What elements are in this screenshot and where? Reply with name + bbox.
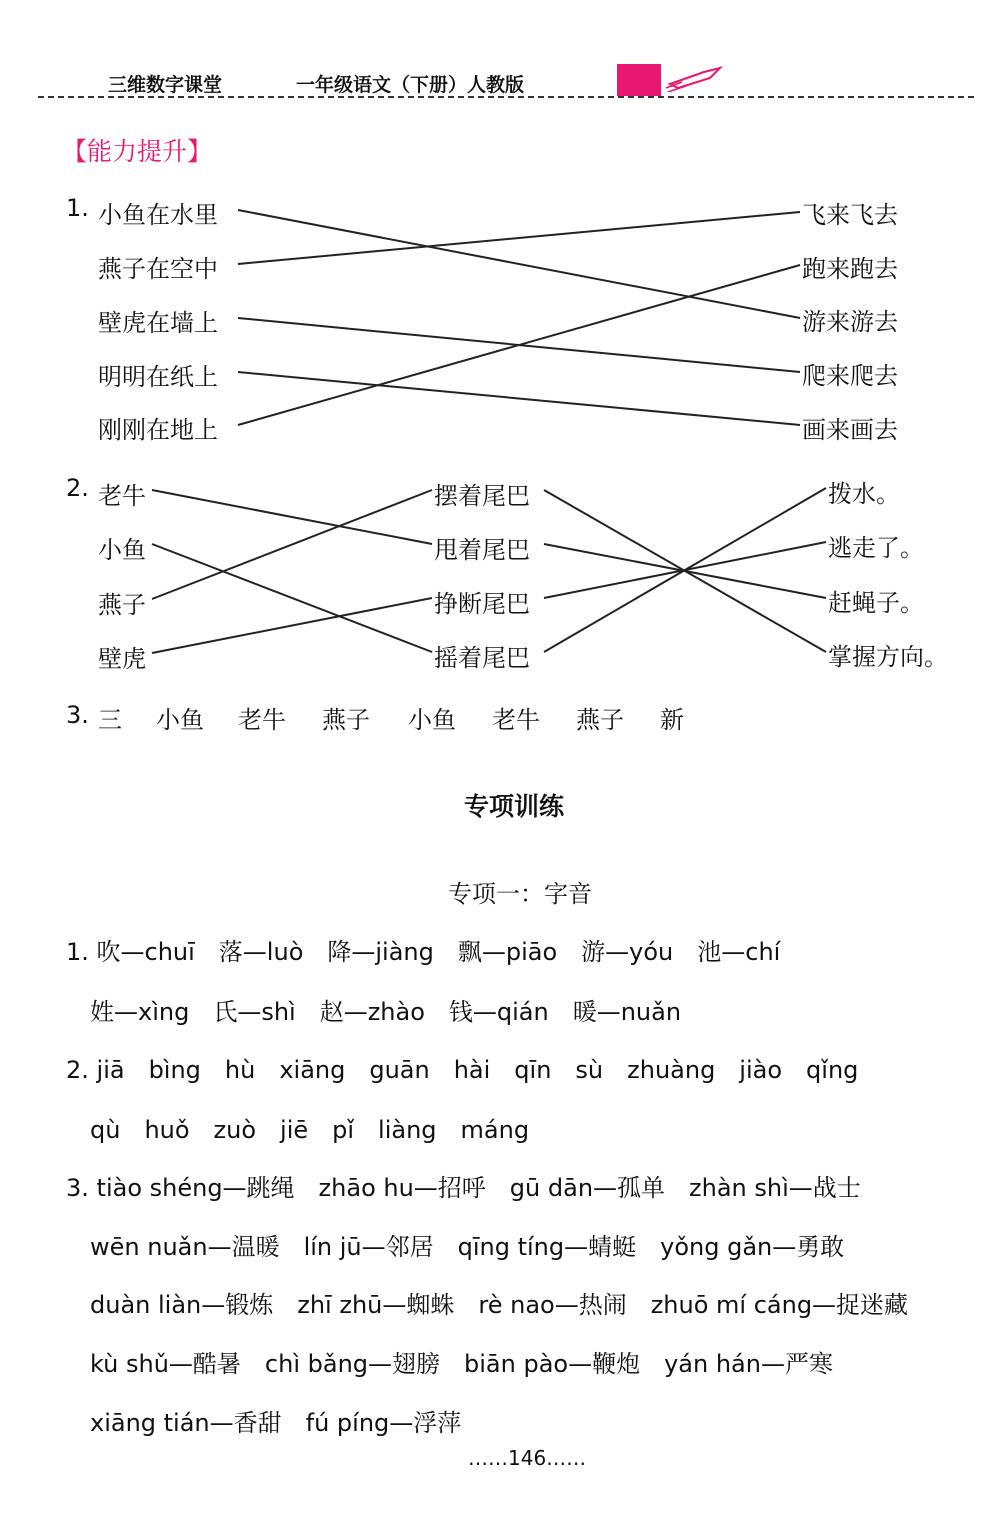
s3-line: xiāng tián—香甜 fú píng—浮萍 [66, 1409, 462, 1437]
q1-left-item: 明明在纸上 [98, 363, 218, 391]
q2-line-a2 [152, 544, 432, 652]
q1-left-item: 壁虎在墙上 [98, 309, 218, 337]
q2-purpose: 拨水。 [828, 480, 900, 508]
q2-purpose: 赶蝇子。 [828, 589, 924, 617]
s2-line: 2. jiā bìng hù xiāng guān hài qīn sù zhuàng jiào qǐng [66, 1056, 859, 1084]
s1-line: 姓—xìng 氏—shì 赵—zhào 钱—qián 暖—nuǎn [66, 998, 682, 1026]
q2-line-a1 [152, 490, 432, 544]
q2-purpose: 逃走了。 [828, 534, 924, 562]
section-title: 【能力提升】 [62, 137, 213, 166]
q2-animal: 小鱼 [98, 536, 146, 564]
s3-line: kù shǔ—酷暑 chì bǎng—翅膀 biān pào—鞭炮 yán hán—严寒 [66, 1350, 833, 1378]
q1-right-item: 跑来跑去 [802, 255, 898, 283]
q3-answer: 小鱼 [156, 706, 204, 734]
q2-animal: 老牛 [98, 482, 146, 510]
q1-left-item: 刚刚在地上 [98, 416, 218, 444]
s2-line: qù huǒ zuò jiē pǐ liàng máng [66, 1116, 530, 1144]
q3-answer: 老牛 [238, 706, 286, 734]
header-book-series: 三维数字课堂 [108, 74, 223, 96]
q1-line-2 [238, 212, 800, 264]
q1-left-item: 小鱼在水里 [98, 201, 218, 229]
q2-tail-action: 摆着尾巴 [434, 482, 530, 510]
q3-answer: 老牛 [492, 706, 540, 734]
q1-left-item: 燕子在空中 [98, 255, 218, 283]
q2-tail-action: 甩着尾巴 [434, 536, 530, 564]
q2-line-a3 [152, 490, 432, 599]
s3-line: 3. tiào shéng—跳绳 zhāo hu—招呼 gū dān—孤单 zhàn shì—战士 [66, 1174, 861, 1202]
q2-animal: 燕子 [98, 591, 146, 619]
q2-line-a4 [152, 598, 432, 653]
q1-line-4 [238, 372, 800, 425]
q3-answer: 燕子 [576, 706, 624, 734]
q3-answer: 新 [660, 706, 684, 734]
q3-answer: 燕子 [322, 706, 370, 734]
q1-right-item: 爬来爬去 [802, 362, 898, 390]
s3-line: wēn nuǎn—温暖 lín jū—邻居 qīng tíng—蜻蜓 yǒng gǎn—勇敢 [66, 1233, 845, 1261]
q2-purpose: 掌握方向。 [828, 643, 948, 671]
header-book-title: 一年级语文（下册）人教版 [296, 74, 525, 96]
q1-number: 1. [66, 194, 89, 222]
page-number: ……146…… [468, 1446, 587, 1470]
q2-tail-action: 摇着尾巴 [434, 644, 530, 672]
q1-line-5 [238, 265, 800, 425]
q1-line-1 [238, 210, 800, 318]
q1-right-item: 飞来飞去 [802, 201, 898, 229]
special-subtitle: 专项一：字音 [448, 880, 592, 908]
q2-animal: 壁虎 [98, 645, 146, 673]
q2-number: 2. [66, 474, 89, 502]
special-title: 专项训练 [464, 792, 565, 821]
q3-answer: 三 [98, 706, 122, 734]
q3-number: 3. [66, 701, 89, 729]
q3-answer: 小鱼 [408, 706, 456, 734]
q1-right-item: 画来画去 [802, 416, 898, 444]
q2-tail-action: 挣断尾巴 [434, 590, 530, 618]
q1-right-item: 游来游去 [802, 308, 898, 336]
s1-line: 1. 吹—chuī 落—luò 降—jiàng 飘—piāo 游—yóu 池—chí [66, 938, 781, 966]
s3-line: duàn liàn—锻炼 zhī zhū—蜘蛛 rè nao—热闹 zhuō mí cáng—捉迷藏 [66, 1291, 909, 1319]
